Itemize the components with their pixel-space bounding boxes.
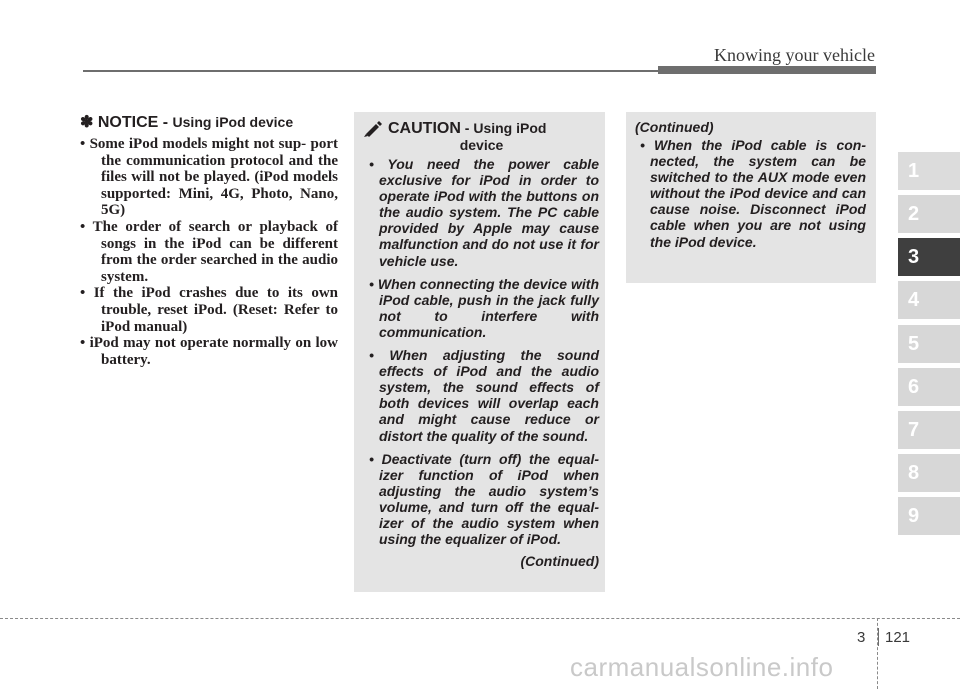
page-number-separator <box>878 628 879 646</box>
page-chapter-number: 3 <box>857 629 866 646</box>
chapter-tab-7[interactable]: 7 <box>898 411 960 449</box>
notice-title-word: NOTICE - <box>97 114 173 131</box>
notice-symbol-icon: ✽ <box>80 114 94 131</box>
chapter-tab-3[interactable]: 3 <box>898 238 960 276</box>
chapter-tab-9[interactable]: 9 <box>898 497 960 535</box>
header-rule <box>83 70 658 72</box>
continued-item: • When the iPod cable is con- nected, the system can be switched to the AUX mode even without the iPod device and can cause noise. Disconnect iPod cable when you are not using the iPod device. <box>640 137 866 250</box>
chapter-tab-5[interactable]: 5 <box>898 325 960 363</box>
continued-list <box>635 137 866 250</box>
caution-item: • You need the power cable exclusive for iPod in order to operate iPod with the buttons on the audio system. The PC cable provided by Apple may cause malfunction and do not use it for vehicle use. <box>369 156 599 269</box>
chapter-tab-8[interactable]: 8 <box>898 454 960 492</box>
watermark: carmanualsonline.info <box>570 652 834 682</box>
notice-section <box>80 112 338 368</box>
caution-title-sub-line2: device <box>459 137 504 153</box>
caution-item: • When adjusting the sound effects of iPod and the audio system, the sound effects of both devices will overlap each and might cause reduce or distort the quality of the sound. <box>369 347 599 444</box>
caution-item: • Deactivate (turn off) the equal- izer function of iPod when adjusting the audio system’s volume, and turn off the equal- izer of the audio system when using the equalizer of iPod. <box>369 450 599 548</box>
continued-header: (Continued) <box>635 119 714 135</box>
chapter-tab-6[interactable]: 6 <box>898 368 960 406</box>
chapter-tab-2[interactable]: 2 <box>898 195 960 233</box>
notice-item: • If the iPod crashes due to its own trouble, reset iPod. (Reset: Refer to iPod manual) <box>80 285 338 335</box>
notice-title-sub: Using iPod device <box>172 114 294 130</box>
notice-item: • iPod may not operate normally on low battery. <box>80 335 338 368</box>
notice-item: • The order of search or playback of songs in the iPod can be different from the order searched in the audio system. <box>80 218 338 285</box>
section-title: Knowing your vehicle <box>714 45 875 65</box>
page-number: 121 <box>885 629 911 646</box>
caution-pencil-icon <box>364 121 382 137</box>
notice-title <box>80 112 338 132</box>
caution-box <box>354 112 605 592</box>
caution-continued: (Continued) <box>520 553 599 570</box>
header-rule-accent <box>658 66 876 74</box>
chapter-tab-1[interactable]: 1 <box>898 152 960 190</box>
caution-title-word: CAUTION <box>388 120 461 137</box>
notice-list <box>80 136 338 368</box>
footer-dashed-line <box>0 618 960 619</box>
caution-list <box>364 156 599 547</box>
caution-item: • When connecting the device with iPod cable, push in the jack fully not to interfere with communication. <box>369 275 599 340</box>
caution-title <box>364 120 599 138</box>
caution-title-sub: - Using iPod <box>460 120 547 136</box>
continued-box <box>626 112 876 283</box>
notice-item: • Some iPod models might not sup- port the communication protocol and the files will not be played. (iPod models supported: Mini, 4G, Photo, Nano, 5G) <box>80 136 338 219</box>
chapter-tab-4[interactable]: 4 <box>898 281 960 319</box>
